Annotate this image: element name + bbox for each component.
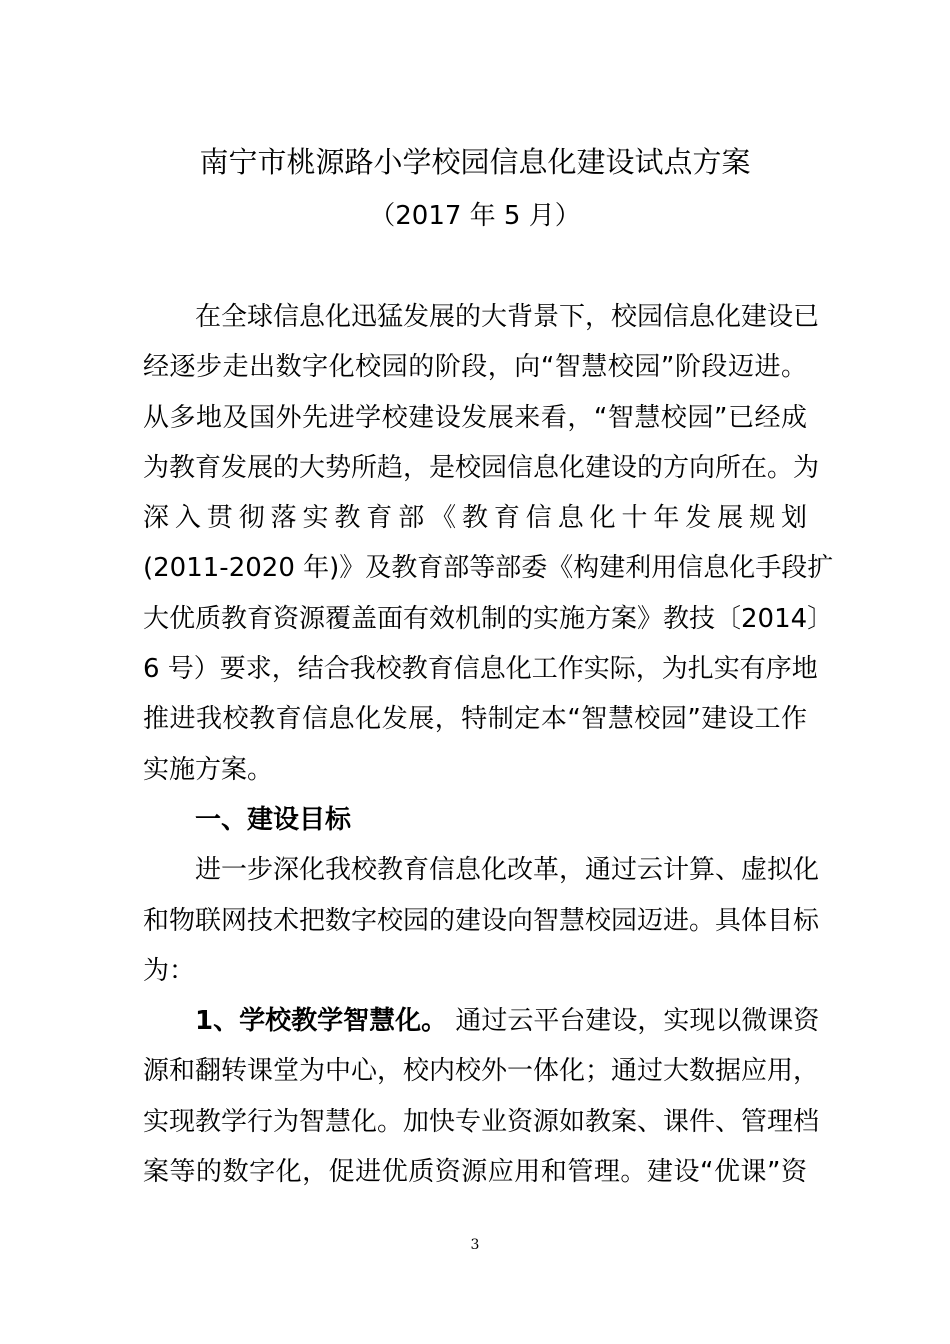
paragraph-line: (2011-2020 年)》及教育部等部委《构建利用信息化手段扩 <box>143 553 834 584</box>
item-heading: 1、学校教学智慧化。 <box>195 1006 448 1037</box>
document-body <box>143 292 834 1197</box>
paragraph-line: 大优质教育资源覆盖面有效机制的实施方案》教技〔2014〕 <box>143 603 834 634</box>
paragraph-line: 实现教学行为智慧化。加快专业资源如教案、课件、管理档 <box>143 1106 820 1137</box>
paragraph-line: 从多地及国外先进学校建设发展来看，“智慧校园”已经成 <box>143 402 807 433</box>
paragraph-line: 源和翻转课堂为中心，校内校外一体化；通过大数据应用， <box>143 1056 820 1087</box>
document-title: 南宁市桃源路小学校园信息化建设试点方案 <box>199 145 751 179</box>
paragraph-line: 经逐步走出数字化校园的阶段，向“智慧校园”阶段迈进。 <box>143 352 807 383</box>
paragraph-line: 6 号）要求，结合我校教育信息化工作实际，为扎实有序地 <box>143 654 818 685</box>
paragraph-line: 为教育发展的大势所趋，是校园信息化建设的方向所在。为 <box>143 452 820 483</box>
paragraph-line: 案等的数字化，促进优质资源应用和管理。建设“优课”资 <box>143 1157 807 1188</box>
paragraph-line: 深入贯彻落实教育部《教育信息化十年发展规划 <box>143 503 807 534</box>
paragraph-line: 推进我校教育信息化发展，特制定本“智慧校园”建设工作 <box>143 704 807 735</box>
paragraph-line: 进一步深化我校教育信息化改革，通过云计算、虚拟化 <box>195 855 820 886</box>
paragraph-line: 和物联网技术把数字校园的建设向智慧校园迈进。具体目标 <box>143 905 820 936</box>
item-text: 通过云平台建设，实现以微课资 <box>455 1006 820 1037</box>
page-number: 3 <box>470 1237 480 1253</box>
section-heading: 一、建设目标 <box>195 804 352 835</box>
paragraph-line: 在全球信息化迅猛发展的大背景下，校园信息化建设已 <box>195 302 820 332</box>
document-date: （2017 年 5 月） <box>369 201 581 231</box>
paragraph-line: 为： <box>143 955 196 986</box>
paragraph-line <box>143 996 820 1046</box>
paragraph-line: 实施方案。 <box>143 754 274 785</box>
